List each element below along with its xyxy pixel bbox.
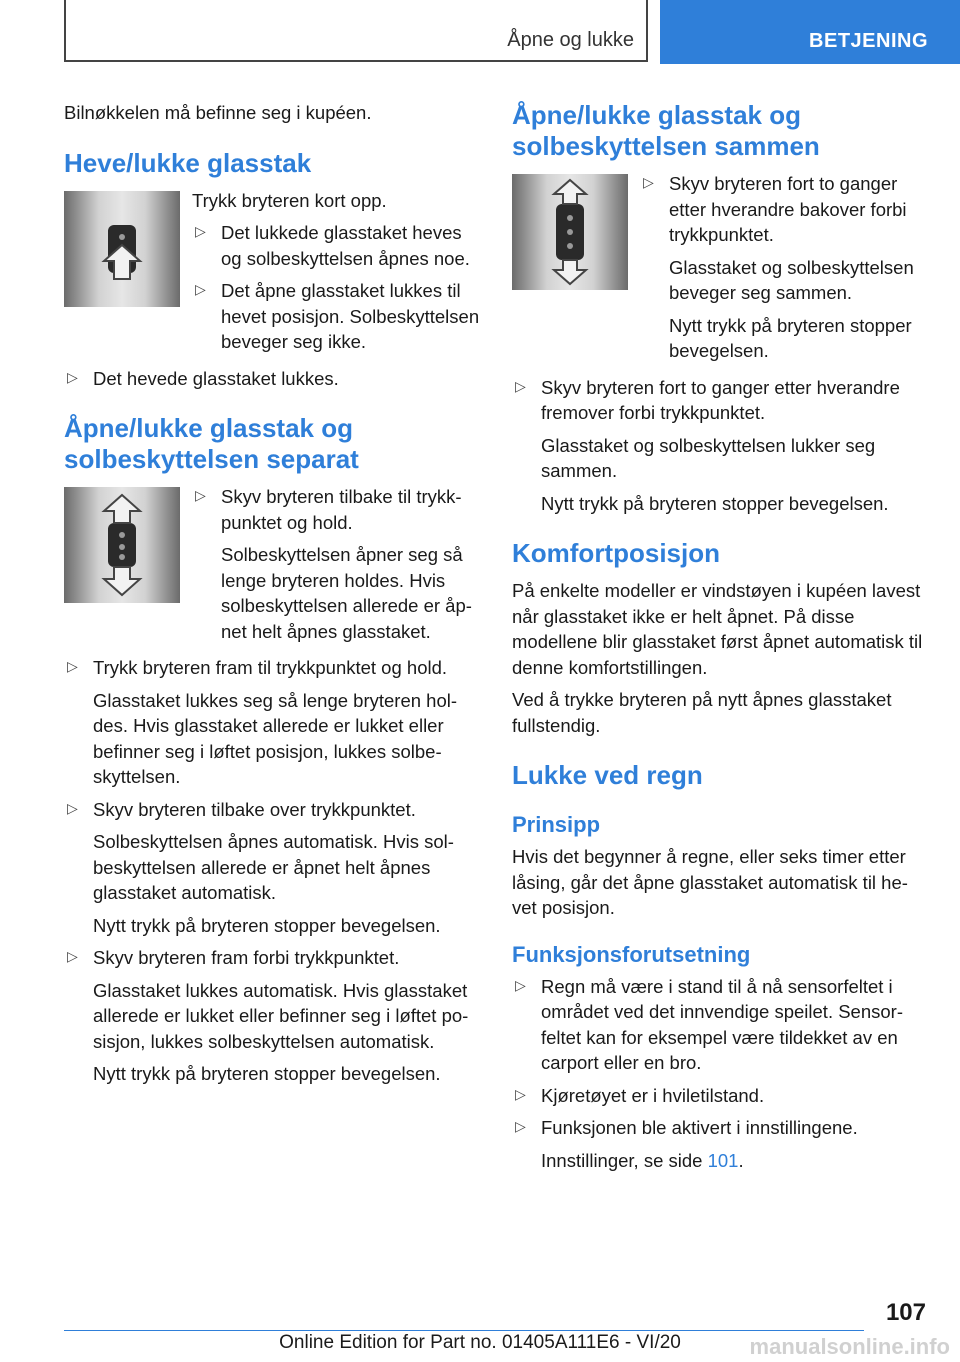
left-column — [64, 100, 480, 1094]
list-item: ▷ Skyv bryteren tilbake til trykkpunktet og hold. Solbeskyttelsen åpner seg så lenge bryteren holdes. Hvis solbeskyttelsen allerede er åpnet helt åpnes glasstaket. — [195, 486, 472, 642]
list-item: ▷ Funksjonen ble aktivert i innstillingene. Innstillinger, se side 101. — [515, 1117, 858, 1171]
komfort-paragraph: På enkelte modeller er vindstøyen i kupéen lavest når glasstaket ikke er helt åpnet. På disse modellene blir glasstaket først åpnet automatisk til denne komfortstillingen. — [512, 580, 923, 678]
footer-edition: Online Edition for Part no. 01405A111E6 - VI/20 — [279, 1332, 681, 1353]
list-item: ▷ Skyv bryteren fort to ganger etter hverandre fremover forbi trykkpunktet. Glasstaket og solbeskyttelsen lukker seg sammen. Nytt trykk på bryteren stopper bevegelsen. — [515, 376, 900, 514]
intro-text: Bilnøkkelen må befinne seg i kupéen. — [64, 102, 372, 123]
section-separat-top — [64, 484, 480, 651]
header-title: Åpne og lukke — [507, 29, 634, 51]
heading-lukke-ved-regn: Lukke ved regn — [512, 760, 703, 790]
list-item: ▷ Det åpne glasstaket lukkes til hevet posisjon. Solbeskyttelsen beveger seg ikke. — [195, 280, 480, 352]
bullet-triangle-icon: ▷ — [195, 223, 206, 239]
bullet-triangle-icon: ▷ — [67, 948, 78, 964]
switch-up-illustration — [64, 191, 180, 307]
switch-updown-illustration — [64, 487, 180, 603]
list-item: ▷ Det lukkede glasstaket heves og solbeskyttelsen åpnes noe. — [195, 222, 470, 269]
bullet-triangle-icon: ▷ — [67, 799, 78, 816]
page-number: 107 — [885, 1299, 926, 1326]
list-item: ▷ Kjøretøyet er i hviletilstand. — [515, 1084, 765, 1106]
bullet-triangle-icon: ▷ — [195, 281, 206, 297]
list-item: ▷ Det hevede glasstaket lukkes. — [67, 367, 339, 389]
header-section-tab — [660, 0, 960, 64]
heading-separat: Åpne/lukke glasstak og solbeskyttelsen separat — [64, 413, 359, 474]
heading-heve-lukke: Heve/lukke glasstak — [64, 147, 312, 178]
lead-text: Trykk bryteren kort opp. — [192, 189, 387, 211]
bullet-triangle-icon: ▷ — [643, 174, 654, 190]
list-item: ▷ Regn må være i stand til å nå sensorfeltet i området ved det innvendige speilet. Sensorfeltet kan for eksempel være tildekket av en carport eller en bro. — [515, 975, 904, 1073]
watermark-text: manualsonline.info — [749, 1334, 950, 1359]
right-column — [512, 100, 924, 1180]
header-title-box — [64, 0, 648, 62]
list-item: ▷ Trykk bryteren fram til trykkpunktet og hold. Glasstaket lukkes seg så lenge bryteren holdes. Hvis glasstaket allerede er lukket eller befinner seg i løftet posisjon, lukkes solbeskyttelsen. — [67, 657, 458, 787]
section-sammen-top — [512, 171, 924, 371]
prinsipp-paragraph: Hvis det begynner å regne, eller seks timer etter låsing, går det åpne glasstaket automatisk til hevet posisjon. — [512, 846, 908, 918]
bullet-triangle-icon: ▷ — [195, 487, 206, 503]
list-item: ▷ Skyv bryteren tilbake over trykkpunktet. Solbeskyttelsen åpnes automatisk. Hvis solbeskyttelsen allerede er åpnet helt åpnes glasstaket automatisk. Nytt trykk på bryteren stopper bevegelsen. — [67, 798, 454, 936]
subheading-prinsipp: Prinsipp — [512, 812, 601, 837]
list-item: ▷ Skyv bryteren fort to ganger etter hverandre bakover forbi trykkpunktet. Glasstaket og solbeskyttelsen beveger seg sammen. Nytt trykk på bryteren stopper bevegelsen. — [643, 173, 914, 361]
heading-sammen: Åpne/lukke glasstak og solbeskyttelsen sammen — [512, 100, 820, 161]
bullet-triangle-icon: ▷ — [515, 1118, 526, 1134]
bullet-triangle-icon: ▷ — [67, 658, 78, 674]
bullet-triangle-icon: ▷ — [67, 368, 78, 385]
bullet-triangle-icon: ▷ — [515, 1085, 526, 1102]
section-heve-lukke — [64, 188, 480, 362]
switch-double-illustration — [512, 174, 628, 290]
heading-komfortposisjon: Komfortposisjon — [512, 538, 720, 568]
bullet-triangle-icon: ▷ — [515, 976, 526, 993]
page-reference-link[interactable]: 101 — [707, 1149, 739, 1171]
komfort-paragraph: Ved å trykke bryteren på nytt åpnes glasstaket fullstendig. — [512, 689, 892, 736]
bullet-triangle-icon: ▷ — [515, 377, 526, 394]
header-section: BETJENING — [809, 30, 928, 52]
list-item: ▷ Skyv bryteren fram forbi trykkpunktet. Glasstaket lukkes automatisk. Hvis glasstaket allerede er lukket eller befinner seg i løftet posisjon, lukkes solbeskyttelsen automatisk. Nytt trykk på bryteren stopper bevegelsen. — [67, 947, 469, 1084]
subheading-funksjonsforutsetning: Funksjonsforutsetning — [512, 941, 751, 967]
